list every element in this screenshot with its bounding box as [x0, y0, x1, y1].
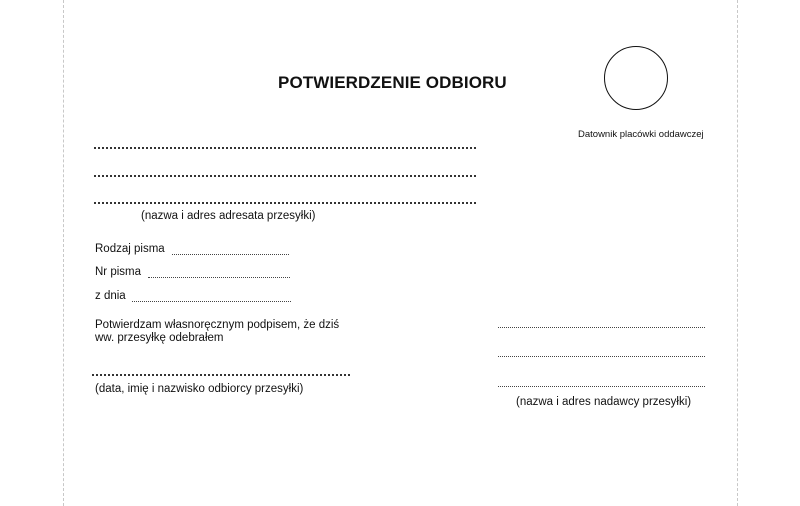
page-title: POTWIERDZENIE ODBIORU — [278, 73, 507, 92]
postmark-label: Datownik placówki oddawczej — [578, 129, 704, 140]
addressee-line-1[interactable] — [94, 147, 476, 149]
addressee-line-2[interactable] — [94, 175, 476, 177]
addressee-line-3[interactable] — [94, 202, 476, 204]
field-label-date: z dnia — [95, 290, 126, 302]
sender-caption: (nazwa i adres nadawcy przesyłki) — [516, 396, 692, 408]
field-label-document-type: Rodzaj pisma — [95, 243, 165, 255]
left-cut-line — [63, 0, 64, 506]
sender-line-2[interactable] — [498, 356, 705, 357]
sender-line-1[interactable] — [498, 327, 705, 328]
right-cut-line — [737, 0, 738, 506]
field-input-document-number[interactable] — [148, 277, 290, 278]
recipient-signature-line[interactable] — [92, 374, 350, 376]
confirmation-text-line-1: Potwierdzam własnoręcznym podpisem, że dziś — [95, 319, 340, 331]
field-input-date[interactable] — [132, 301, 291, 302]
postmark-circle — [604, 46, 668, 110]
confirmation-text-line-2: ww. przesyłkę odebrałem — [95, 332, 224, 344]
field-label-document-number: Nr pisma — [95, 266, 142, 278]
recipient-caption: (data, imię i nazwisko odbiorcy przesyłki) — [95, 383, 304, 395]
sender-line-3[interactable] — [498, 386, 705, 387]
addressee-caption: (nazwa i adres adresata przesyłki) — [141, 210, 316, 222]
field-input-document-type[interactable] — [172, 254, 289, 255]
